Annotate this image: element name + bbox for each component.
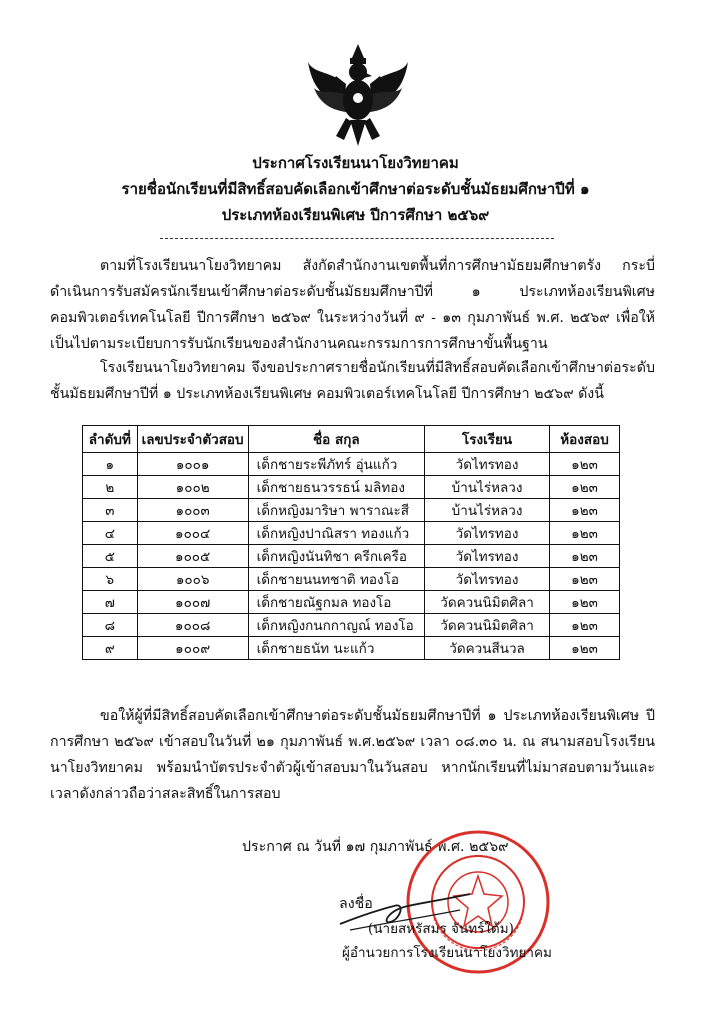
table-row [83, 453, 620, 476]
column-header-name: ชื่อ สกุล [248, 426, 424, 453]
cell-order: ๓ [83, 499, 138, 522]
signer-name: (นายสหรัสมร จันทร์ใต้ม) [368, 921, 514, 937]
column-header-room: ห้องสอบ [550, 426, 620, 453]
cell-name: เด็กชายธนวรรธน์ มลิทอง [248, 476, 424, 499]
table-row [83, 545, 620, 568]
cell-order: ๕ [83, 545, 138, 568]
cell-exam-id: ๑๐๐๖ [137, 568, 248, 591]
cell-exam-id: ๑๐๐๑ [137, 453, 248, 476]
column-header-school: โรงเรียน [425, 426, 550, 453]
cell-exam-id: ๑๐๐๙ [137, 637, 248, 660]
signer-title: ผู้อำนวยการโรงเรียนนาโยงวิทยาคม [342, 945, 552, 961]
table-row [83, 522, 620, 545]
cell-school: บ้านไร่หลวง [425, 499, 550, 522]
cell-exam-id: ๑๐๐๘ [137, 614, 248, 637]
cell-school: วัดควนสีนวล [425, 637, 550, 660]
table-row [83, 637, 620, 660]
cell-name: เด็กชายธนัท นะแก้ว [248, 637, 424, 660]
cell-name: เด็กหญิงนันทิชา ครีกเครือ [248, 545, 424, 568]
cell-room: ๑๒๓ [550, 476, 620, 499]
cell-exam-id: ๑๐๐๗ [137, 591, 248, 614]
signature-label: ลงชื่อ [339, 896, 373, 912]
cell-school: วัดไทรทอง [425, 522, 550, 545]
heading-line-2: รายชื่อนักเรียนที่มีสิทธิ์สอบคัดเลือกเข้าศึกษาต่อระดับชั้นมัธยมศึกษาปีที่ ๑ [121, 180, 590, 198]
cell-name: เด็กชายนนทชาติ ทองโอ [248, 568, 424, 591]
exam-instructions-text: ขอให้ผู้ที่มีสิทธิ์สอบคัดเลือกเข้าศึกษาต่อระดับชั้นมัธยมศึกษาปีที่ ๑ ประเภทห้องเรียนพิเศษ ปีการศึกษา ๒๕๖๙ เข้าสอบในวันที่ ๒๑ กุมภาพันธ์ พ.ศ.๒๕๖๙ เวลา ๐๘.๓๐ น. ณ สนามสอบโรงเรียนนาโยงวิทยาคม พร้อมนำบัตรประจำตัวผู้เข้าสอบมาในวันสอบ หากนักเรียนที่ไม่มาสอบตามวันและเวลาดังกล่าวถือว่าสละสิทธิ์ในการสอบ [50, 708, 655, 802]
heading-line-1: ประกาศโรงเรียนนาโยงวิทยาคม [252, 154, 459, 172]
cell-room: ๑๒๓ [550, 637, 620, 660]
cell-school: บ้านไร่หลวง [425, 476, 550, 499]
column-header-exam-id: เลขประจำตัวสอบ [137, 426, 248, 453]
announcement-paragraph [50, 355, 655, 407]
cell-order: ๒ [83, 476, 138, 499]
cell-room: ๑๒๓ [550, 499, 620, 522]
announcement-paragraph-text: โรงเรียนนาโยงวิทยาคม จึงขอประกาศรายชื่อนักเรียนที่มีสิทธิ์สอบคัดเลือกเข้าศึกษาต่อระดับชั้นมัธยมศึกษาปีที่ ๑ ประเภทห้องเรียนพิเศษ คอมพิวเตอร์เทคโนโลยี ปีการศึกษา ๒๕๖๙ ดังนี้ [50, 360, 655, 402]
cell-order: ๙ [83, 637, 138, 660]
announcement-date: ประกาศ ณ วันที่ ๑๗ กุมภาพันธ์ พ.ศ. ๒๕๖๙ [242, 839, 509, 855]
cell-room: ๑๒๓ [550, 453, 620, 476]
table-header-row [83, 426, 620, 453]
cell-exam-id: ๑๐๐๒ [137, 476, 248, 499]
intro-paragraph [50, 253, 655, 357]
cell-name: เด็กชายระพีภัทร์ อุ่นแก้ว [248, 453, 424, 476]
garuda-emblem-icon [306, 40, 410, 148]
cell-room: ๑๒๓ [550, 522, 620, 545]
table-row [83, 499, 620, 522]
cell-name: เด็กหญิงมาริษา พาราณะสี [248, 499, 424, 522]
cell-room: ๑๒๓ [550, 568, 620, 591]
cell-room: ๑๒๓ [550, 545, 620, 568]
table-row [83, 614, 620, 637]
cell-school: วัดไทรทอง [425, 568, 550, 591]
cell-name: เด็กชายณัฐกมล ทองโอ [248, 591, 424, 614]
table-row [83, 591, 620, 614]
cell-order: ๗ [83, 591, 138, 614]
heading-divider [160, 238, 554, 239]
cell-exam-id: ๑๐๐๓ [137, 499, 248, 522]
cell-room: ๑๒๓ [550, 614, 620, 637]
column-header-order: ลำดับที่ [83, 426, 138, 453]
heading-line-3: ประเภทห้องเรียนพิเศษ ปีการศึกษา ๒๕๖๙ [221, 206, 490, 224]
table-row [83, 568, 620, 591]
cell-exam-id: ๑๐๐๔ [137, 522, 248, 545]
cell-school: วัดควนนิมิตศิลา [425, 614, 550, 637]
cell-order: ๔ [83, 522, 138, 545]
document-heading [0, 150, 711, 228]
cell-room: ๑๒๓ [550, 591, 620, 614]
cell-order: ๑ [83, 453, 138, 476]
cell-name: เด็กหญิงกนกกาญณ์ ทองโอ [248, 614, 424, 637]
table-row [83, 476, 620, 499]
cell-name: เด็กหญิงปาณิสรา ทองแก้ว [248, 522, 424, 545]
cell-school: วัดไทรทอง [425, 545, 550, 568]
cell-order: ๖ [83, 568, 138, 591]
candidate-table [82, 425, 620, 660]
exam-instructions-paragraph [50, 703, 655, 807]
cell-order: ๘ [83, 614, 138, 637]
cell-exam-id: ๑๐๐๕ [137, 545, 248, 568]
intro-paragraph-text: ตามที่โรงเรียนนาโยงวิทยาคม สังกัดสำนักงานเขตพื้นที่การศึกษามัธยมศึกษาตรัง กระบี่ ดำเนินการรับสมัครนักเรียนเข้าศึกษาต่อระดับชั้นมัธยมศึกษาปีที่ ๑ ประเภทห้องเรียนพิเศษ คอมพิวเตอร์เทคโนโลยี ปีการศึกษา ๒๕๖๙ ในระหว่างวันที่ ๙ - ๑๓ กุมภาพันธ์ พ.ศ. ๒๕๖๙ เพื่อให้เป็นไปตามระเบียบการรับนักเรียนของสำนักงานคณะกรรมการการศึกษาขั้นพื้นฐาน [50, 258, 655, 352]
cell-school: วัดควนนิมิตศิลา [425, 591, 550, 614]
cell-school: วัดไทรทอง [425, 453, 550, 476]
